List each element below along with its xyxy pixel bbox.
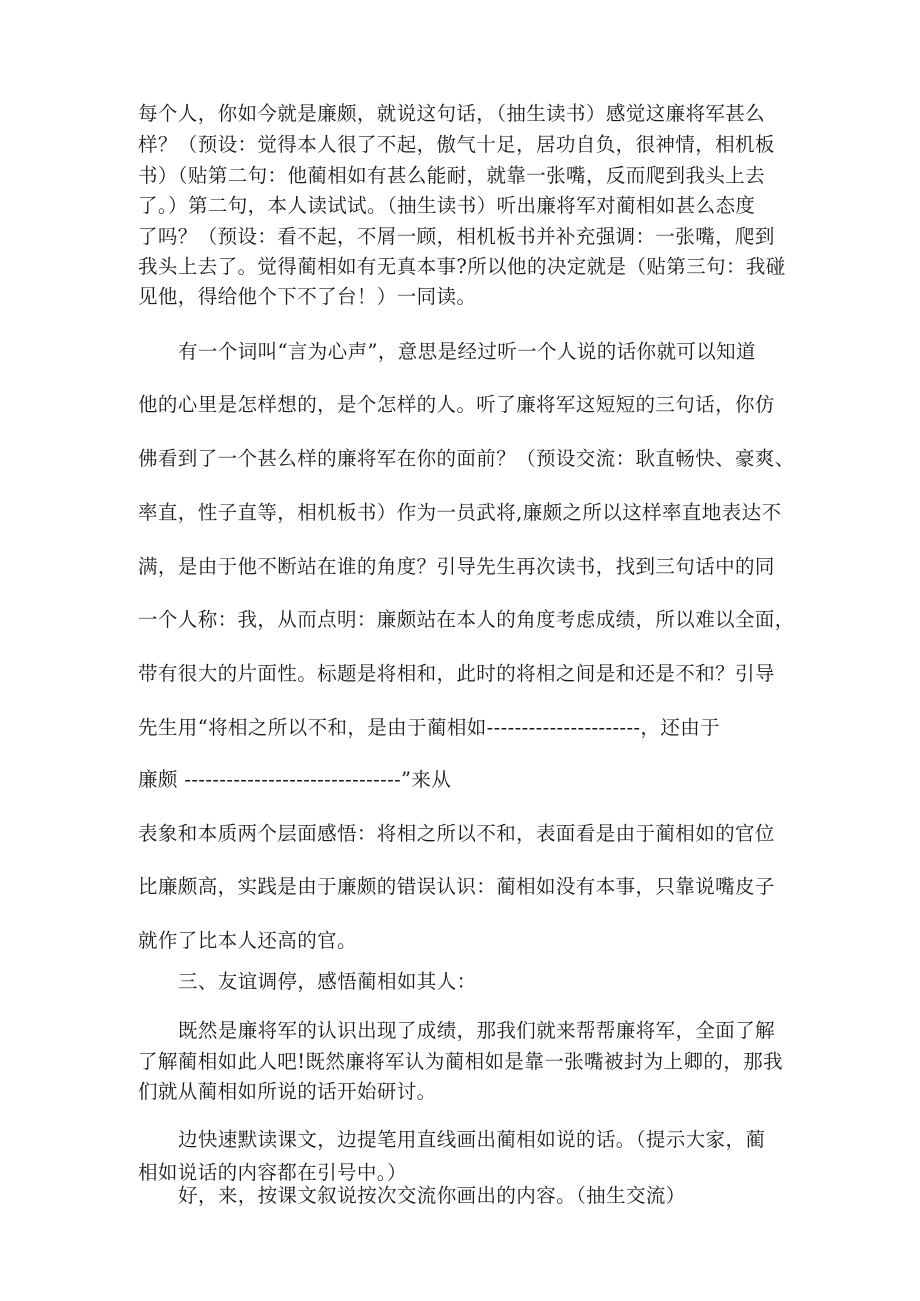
text-line: 书）（贴第二句：他蔺相如有甚么能耐，就靠一张嘴，反而爬到我头上去 [138, 164, 766, 187]
text-line: 就作了比本人还高的官。 [138, 929, 357, 952]
text-line: 先生用“将相之所以不和，是由于蔺相如----------------------，还由于 [138, 716, 721, 739]
text-line: 他的心里是怎样想的，是个怎样的人。听了廉将军这短短的三句话，你仿 [138, 393, 775, 416]
text-line: 满，是由于他不断站在谁的角度？引导先生再次读书，找到三句话中的同 [138, 555, 775, 578]
text-line: 率直，性子直等，相机板书）作为一员武将,廉颇之所以这样率直地表达不 [138, 501, 782, 524]
text-line: 比廉颇高，实践是由于廉颇的错误认识：蔺相如没有本事，只靠说嘴皮子 [138, 875, 775, 898]
text-line: 相如说话的内容都在引号中。） [138, 1161, 407, 1184]
text-line: 既然是廉将军的认识出现了成绩，那我们就来帮帮廉将军，全面了解 [178, 1019, 776, 1042]
text-line: 表象和本质两个层面感悟：将相之所以不和，表面看是由于蔺相如的官位 [138, 822, 775, 845]
text-line: 有一个词叫“言为心声”，意思是经过听一个人说的话你就可以知道 [178, 340, 756, 363]
text-line: 见他，得给他个下不了台！）一同读。 [138, 285, 477, 308]
text-line: 好，来，按课文叙说按次交流你画出的内容。（抽生交流） [178, 1184, 686, 1207]
text-line: 们就从蔺相如所说的话开始研讨。 [138, 1080, 437, 1103]
text-line: 一个人称：我，从而点明：廉颇站在本人的角度考虑成绩，所以难以全面， [138, 608, 795, 631]
text-line: 每个人，你如今就是廉颇，就说这句话，（抽生读书）感觉这廉将军甚么 [138, 102, 766, 125]
text-line: 了。）第二句，本人读试试。（抽生读书）听出廉将军对蔺相如甚么态度 [138, 194, 756, 217]
text-line: 边快速默读课文，边提笔用直线画出蔺相如说的话。（提示大家，蔺 [178, 1128, 766, 1151]
text-line: 了解蔺相如此人吧!既然廉将军认为蔺相如是靠一张嘴被封为上卿的，那我 [138, 1050, 784, 1073]
text-line: 我头上去了。觉得蔺相如有无真本事?所以他的决定就是（贴第三句：我碰 [138, 255, 786, 278]
text-line: 带有很大的片面性。标题是将相和，此时的将相之间是和还是不和？引导 [138, 662, 775, 685]
text-line: 样？（预设：觉得本人很了不起，傲气十足，居功自负，很神情，相机板 [138, 133, 775, 156]
text-line: 廉颇 -------------------------------”来从 [138, 768, 452, 791]
section-heading: 三、友谊调停，感悟蔺相如其人： [178, 970, 477, 993]
text-line: 佛看到了一个甚么样的廉将军在你的面前？（预设交流：耿直畅快、豪爽、 [138, 447, 795, 470]
text-line: 了吗？（预设：看不起，不屑一顾，相机板书并补充强调：一张嘴，爬到 [138, 225, 775, 248]
